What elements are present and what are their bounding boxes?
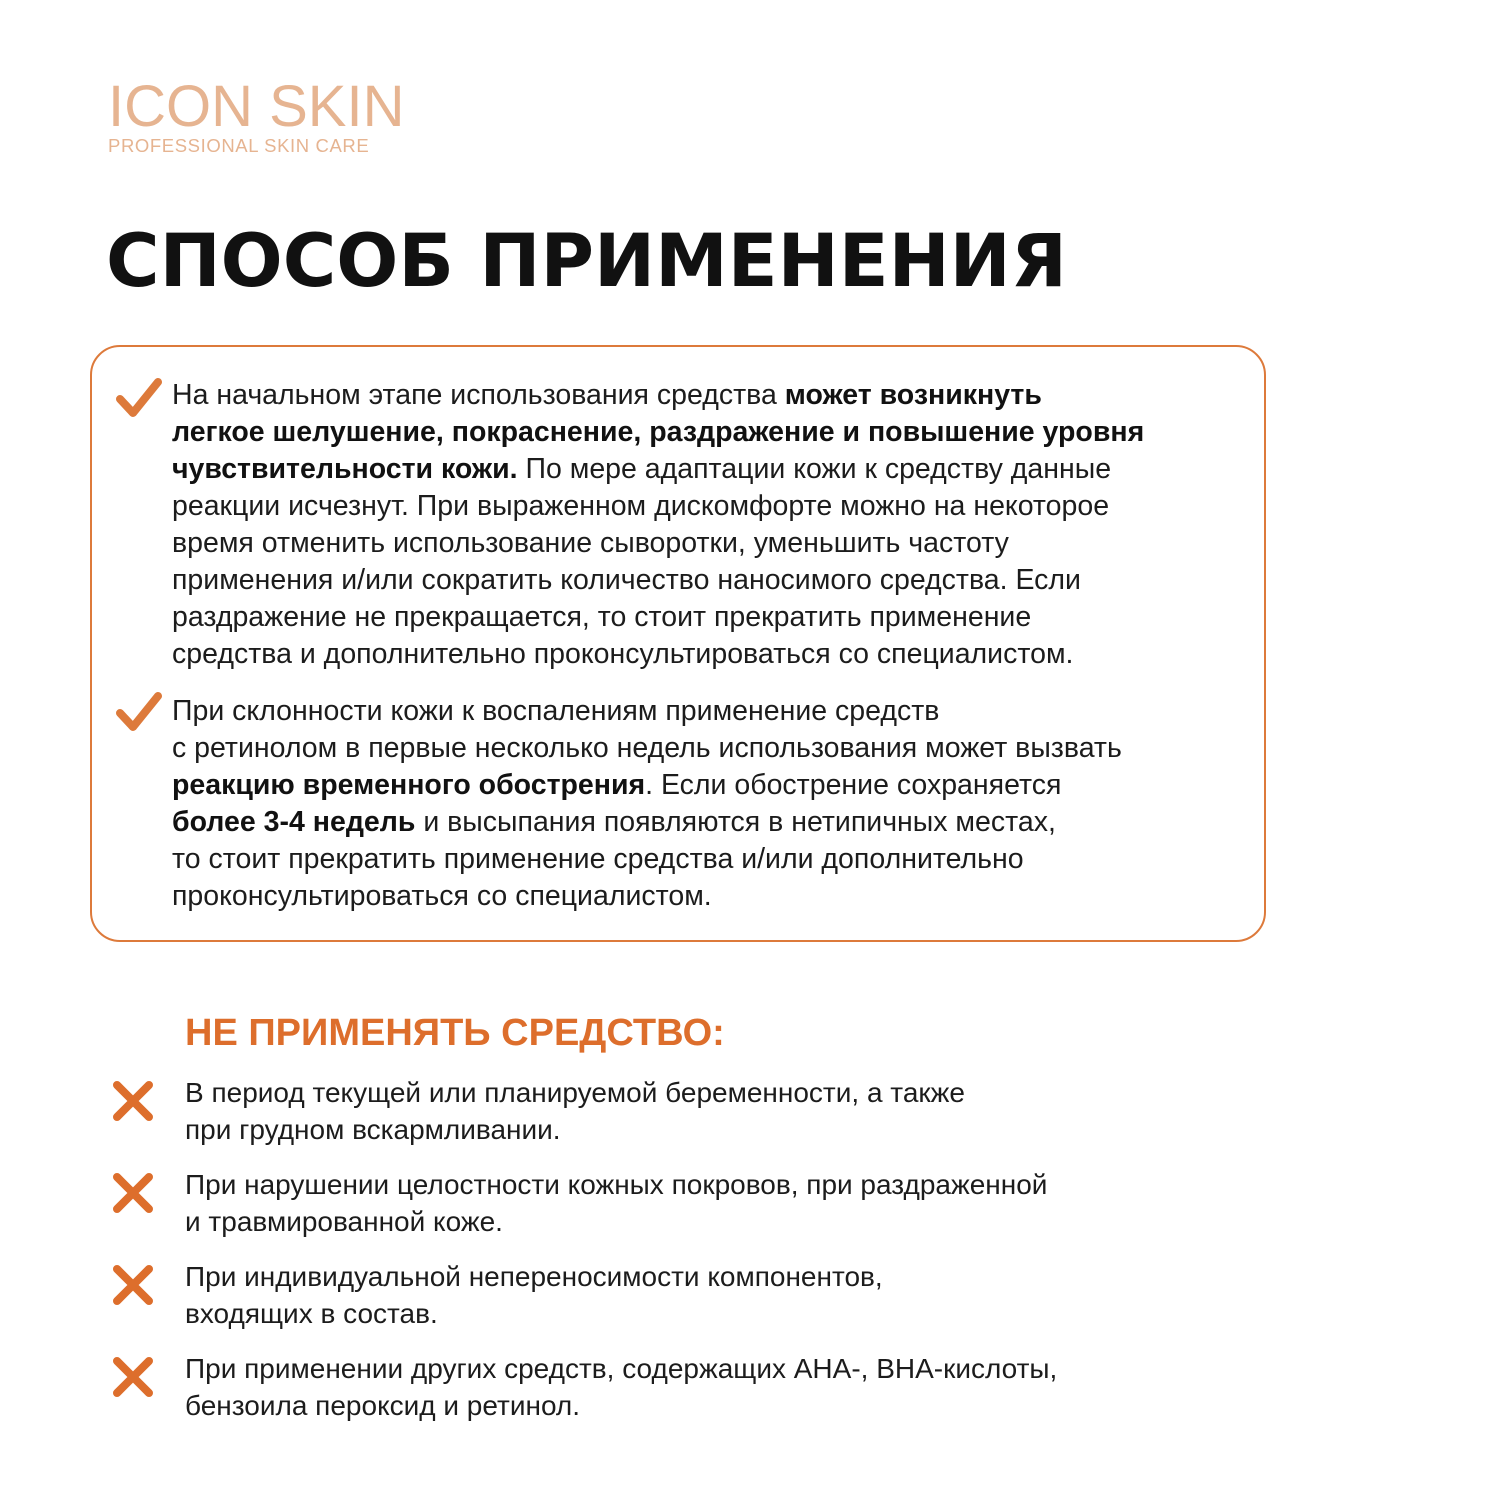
contraindication-line: При индивидуальной непереносимости компонентов, — [185, 1261, 883, 1292]
brand-tagline: PROFESSIONAL SKIN CARE — [108, 135, 370, 156]
note-line: то стоит прекратить применение средства и/или дополнительно — [172, 843, 1024, 875]
check-icon — [116, 377, 162, 419]
usage-note-inflammation — [172, 693, 1252, 915]
note-line: реакции исчезнут. При выраженном дискомфорте можно на некоторое — [172, 490, 1110, 522]
note-line: легкое шелушение, покраснение, раздражение и повышение уровня — [172, 416, 1145, 448]
check-icon — [116, 691, 162, 733]
note-line: чувствительности кожи. По мере адаптации кожи к средству данные — [172, 453, 1112, 485]
contraindication-line: при грудном вскармливании. — [185, 1114, 561, 1145]
usage-notes-box — [90, 345, 1266, 942]
brand-name: ICON SKIN — [108, 74, 405, 139]
contraindication-line: В период текущей или планируемой беременности, а также — [185, 1077, 965, 1108]
contraindication-line: При нарушении целостности кожных покровов, при раздраженной — [185, 1169, 1048, 1200]
contraindication-line: и травмированной коже. — [185, 1206, 503, 1237]
note-line: с ретинолом в первые несколько недель использования может вызвать — [172, 732, 1122, 764]
contraindication-text — [185, 1166, 1185, 1240]
contraindication-text — [185, 1074, 1185, 1148]
note-line: На начальном этапе использования средства может возникнуть — [172, 379, 1042, 411]
contraindication-line: бензоила пероксид и ретинол. — [185, 1390, 581, 1421]
note-line: средства и дополнительно проконсультироваться со специалистом. — [172, 638, 1074, 670]
brand-logo — [108, 74, 408, 156]
note-line: более 3-4 недель и высыпания появляются в нетипичных местах, — [172, 806, 1056, 838]
usage-note-adaptation — [172, 377, 1252, 673]
contraindication-text — [185, 1258, 1185, 1332]
cross-icon — [110, 1170, 156, 1216]
contraindications-title: НЕ ПРИМЕНЯТЬ СРЕДСТВО: — [185, 1012, 725, 1054]
note-line: При склонности кожи к воспалениям применение средств — [172, 695, 940, 727]
note-line: время отменить использование сыворотки, уменьшить частоту — [172, 527, 1009, 559]
contraindication-line: входящих в состав. — [185, 1298, 438, 1329]
note-line: реакцию временного обострения. Если обострение сохраняется — [172, 769, 1062, 801]
cross-icon — [110, 1262, 156, 1308]
page-title: СПОСОБ ПРИМЕНЕНИЯ — [106, 219, 1067, 304]
note-line: раздражение не прекращается, то стоит прекратить применение — [172, 601, 1032, 633]
note-line: проконсультироваться со специалистом. — [172, 880, 712, 912]
cross-icon — [110, 1078, 156, 1124]
note-line: применения и/или сократить количество наносимого средства. Если — [172, 564, 1081, 596]
contraindication-text — [185, 1350, 1185, 1424]
cross-icon — [110, 1354, 156, 1400]
contraindication-line: При применении других средств, содержащих АНА-, ВНА-кислоты, — [185, 1353, 1058, 1384]
